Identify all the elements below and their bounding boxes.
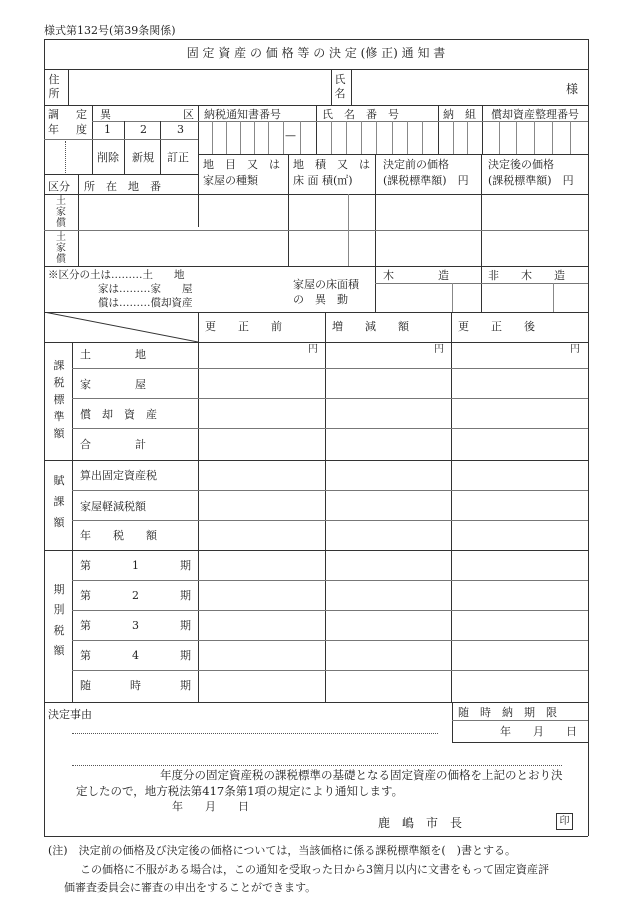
group-label: 納 組 [443,108,476,121]
frame-bottom [44,836,588,837]
col-change-label: 増 減 額 [332,320,409,333]
cat-num-3: 3 [177,123,184,136]
category-label: 異 [100,108,111,121]
category-label-2: 区 [183,108,194,121]
row-calculated-tax: 算出固定資産税 [80,469,157,482]
notice-text-2: 定したので，地方税法第417条第1項の規定により通知します。 [76,784,404,798]
notice-number-label: 納税通知書番号 [204,108,281,121]
page-title: 固 定 資 産 の 価 格 等 の 決 定 (修 正) 通 知 書 [186,46,446,60]
location-label: 所 在 地 番 [84,180,161,193]
note-2: この価格に不服がある場合は，この通知を受取った日から3箇月以内に文書をもって固定資産評 [80,863,549,876]
depreciable-number-label: 償却資産整理番号 [491,108,579,121]
before-price-label-2: (課税標準額) 円 [383,174,469,187]
area-label-1: 地 積 又 は [293,158,370,171]
group-tax-base: 課税標準額 [53,359,65,441]
yen-change: 円 [434,344,444,355]
row-house: 家 屋 [80,378,146,391]
payment-deadline-label: 随 時 納 期 限 [458,706,557,719]
group-assessment: 賦課額 [53,474,65,529]
reason-line-1 [72,733,438,734]
division-label: 区分 [48,180,70,193]
after-price-label-1: 決定後の価格 [488,158,554,171]
cat-num-1: 1 [104,123,111,136]
before-price-label-1: 決定前の価格 [383,158,449,171]
row-land: 土 地 [80,348,146,361]
year-label-2: 度 [76,123,87,136]
cat-new: 新規 [132,151,154,164]
number-dash: — [285,129,296,142]
col-before-label: 更 正 前 [205,320,282,333]
honorific: 様 [566,82,579,96]
header-diagonal [44,312,198,342]
survey-label-2: 定 [76,108,87,121]
row-period-3: 第 3 期 [80,619,191,632]
legend-land: ※区分の土は………土 地 [48,269,185,281]
form-number: 様式第132号(第39条関係) [44,24,176,37]
row-period-2: 第 2 期 [80,589,191,602]
legend-house: 家は………家 屋 [98,283,193,295]
row-depreciable: 償 却 資 産 [80,408,157,421]
seal-mark: 印 [556,813,573,830]
row-period-1: 第 1 期 [80,559,191,572]
survey-label-1: 調 [48,108,59,121]
row-period-4: 第 4 期 [80,649,191,662]
row-house-reduction: 家屋軽減税額 [80,500,146,513]
land-type-label-2: 家屋の種類 [203,174,258,187]
row-tag-1: 土家償 [56,196,66,229]
nonwood-label: 非 木 造 [488,269,565,282]
note-1: (注) 決定前の価格及び決定後の価格については，当該価格に係る課税標準額を( )書とする。 [48,844,516,857]
row-total: 合 計 [80,438,146,451]
notice-date: 年 月 日 [172,800,249,813]
row-period-anytime: 随 時 期 [80,679,191,692]
mayor-title: 鹿 嶋 市 長 [378,816,463,830]
row-annual-tax: 年 税 額 [80,529,157,542]
col-after-label: 更 正 後 [458,320,535,333]
notice-text-1: 年度分の固定資産税の課税標準の基礎となる固定資産の価格を上記のとおり決 [160,768,563,782]
cat-delete: 削除 [97,151,119,164]
frame-left [44,39,45,836]
legend-depreciable: 償は………償却資産 [98,297,193,309]
reason-line-2 [72,765,562,766]
note-3: 価審査委員会に審査の申出をすることができます。 [64,881,317,894]
cat-num-2: 2 [140,123,147,136]
after-price-label-2: (課税標準額) 円 [488,174,574,187]
address-label: 住 所 [48,73,60,100]
deadline-date: 年 月 日 [500,725,577,738]
yen-before: 円 [308,344,318,355]
frame-top [44,39,588,40]
area-label-2: 床 面 積(㎡) [293,174,353,187]
row-tag-2: 土家償 [56,232,66,265]
group-periodic: 期別税額 [53,583,65,658]
name-number-label: 氏 名 番 号 [322,108,399,121]
year-label-1: 年 [48,123,59,136]
land-type-label-1: 地 目 又 は [203,158,280,171]
frame-right [588,39,589,836]
floor-area-change-1: 家屋の床面積 [293,278,359,291]
cat-correct: 訂正 [167,151,189,164]
yen-after: 円 [570,344,580,355]
name-label: 氏 名 [334,73,346,100]
wood-label: 木 造 [383,269,449,282]
decision-reason-label: 決定事由 [48,708,92,721]
floor-area-change-2: の 異 動 [293,293,348,306]
